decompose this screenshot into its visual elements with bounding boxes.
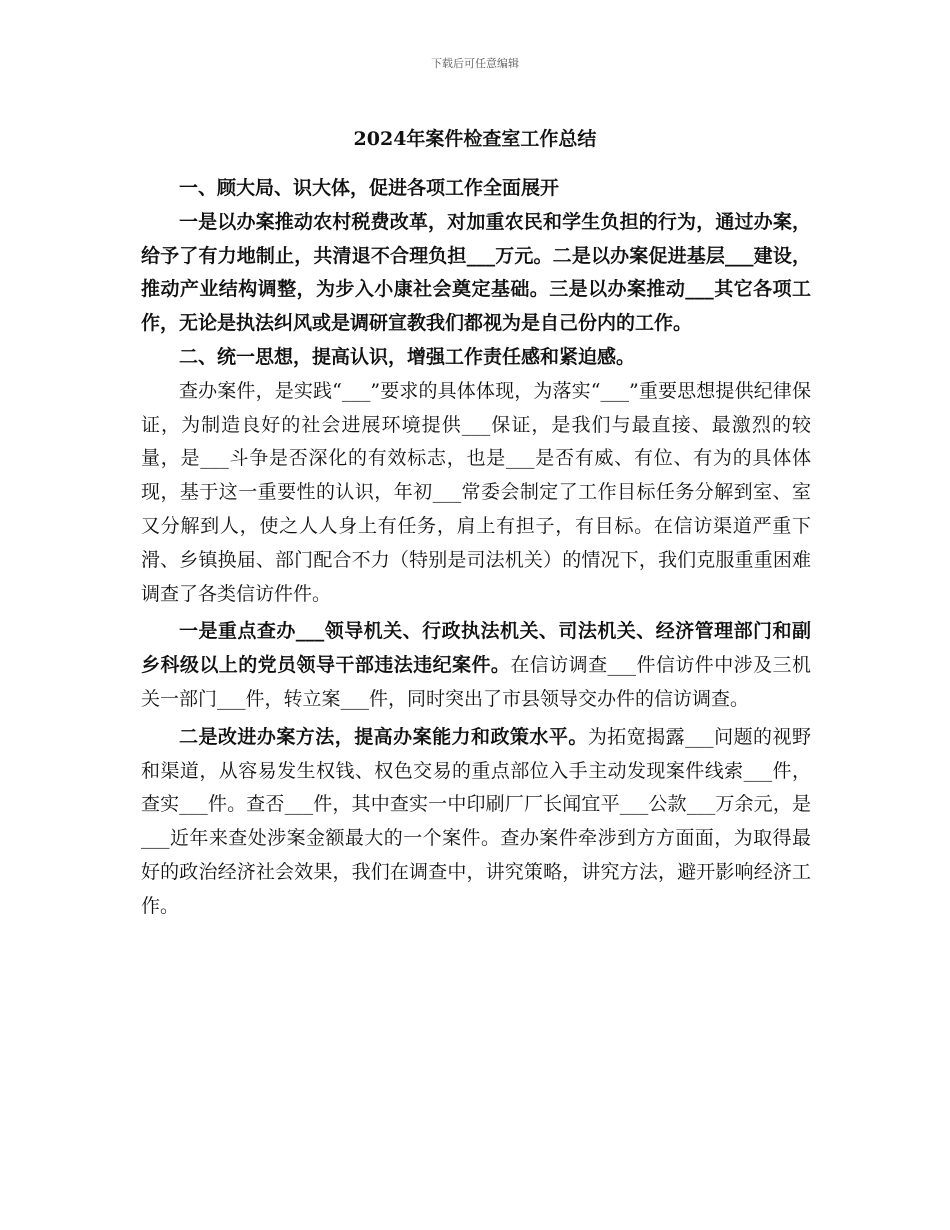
paragraph-4 — [141, 721, 811, 924]
document-title: 2024年案件检查室工作总结 — [353, 128, 597, 150]
header-note: 下载后可任意编辑 — [431, 57, 519, 70]
paragraph-2: 查办案件，是实践“___”要求的具体体现，为落实“___”重要思想提供纪律保证，为制造良好的社会进展环境提供___保证，是我们与最直接、最激烈的较量，是___斗争是否深化的有效标志，也是___是否有威、有位、有为的具体体现，基于这一重要性的认识，年初___常委会制定了工作目标任务分解到室、室又分解到人，使之人人身上有任务，肩上有担子，有目标。在信访渠道严重下滑、乡镇换届、部门配合不力（特别是司法机关）的情况下，我们克服重重困难调查了各类信访件件。 — [141, 379, 811, 605]
paragraph-3-text: 在信访调查___件信访件中涉及三机关一部门___件，转立案___件，同时突出了市县领导交办件的信访调查。 — [141, 654, 811, 710]
section-heading-2: 二、统一思想，提高认识，增强工作责任感和紧迫感。 — [179, 345, 636, 368]
paragraph-1: 一是以办案推动农村税费改革，对加重农民和学生负担的行为，通过办案，给予了有力地制止，共清退不合理负担___万元。二是以办案促进基层___建设，推动产业结构调整，为步入小康社会奠定基础。三是以办案推动___其它各项工作，无论是执法纠风或是调研宣教我们都视为是自己份内的工作。 — [141, 210, 811, 335]
document-body — [141, 172, 811, 924]
paragraph-3-lead: 一是重点查办___领导机关、行政执法机关、司法机关、经济管理部门和副乡科级以上的党员领导干部违法违纪案件。 — [141, 620, 811, 677]
paragraph-3 — [141, 615, 811, 716]
paragraph-4-text: 为拓宽揭露___问题的视野和渠道，从容易发生权钱、权色交易的重点部位入手主动发现案件线索___件，查实___件。查否___件，其中查实一中印刷厂厂长闻宜平___公款___万余元，是___近年来查处涉案金额最大的一个案件。查办案件牵涉到方方面面，为取得最好的政治经济社会效果，我们在调查中，讲究策略，讲究方法，避开影响经济工作。 — [141, 725, 811, 917]
paragraph-4-lead: 二是改进办案方法，提高办案能力和政策水平。 — [179, 725, 588, 748]
section-heading-1: 一、顾大局、识大体，促进各项工作全面展开 — [179, 177, 560, 199]
